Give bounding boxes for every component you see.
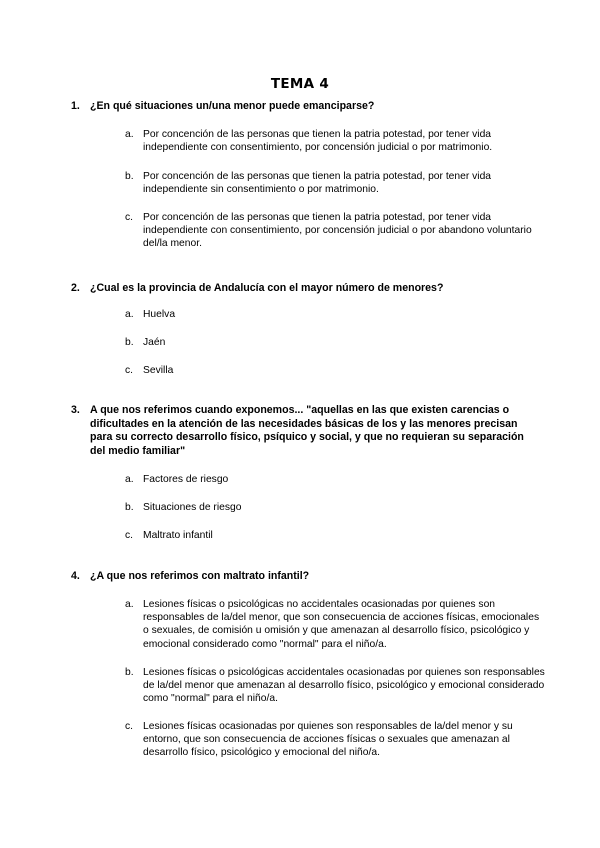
option-letter: c. [125,365,134,376]
question-1 [71,100,541,114]
option-letter: b. [125,171,134,182]
option-letter: c. [125,530,134,541]
option-letter: b. [125,337,134,348]
question-4-option-a [125,598,545,651]
question-text: ¿Cual es la provincia de Andalucía con el mayor número de menores? [90,282,444,294]
option-text: Maltrato infantil [143,530,213,541]
option-text: Situaciones de riesgo [143,502,242,513]
option-letter: a. [125,599,134,610]
option-text: Por concención de las personas que tienen la patria potestad, por tener vida independiente con consentimiento, por concensión judicial o por abandono voluntario del/la menor. [143,212,532,250]
question-2 [71,282,541,296]
question-number: 3. [71,404,80,416]
question-3-option-c [125,529,545,542]
question-3-option-a [125,473,545,486]
question-number: 4. [71,570,80,582]
question-1-option-b [125,170,545,196]
question-text: A que nos referimos cuando exponemos... "aquellas en las que existen carencias o dificultades en la atención de las necesidades básicas de los y las menores precisan para su correcto desarrollo físico, psíquico y social, y que no requieran su separación del medio familiar" [90,404,524,457]
question-text: ¿A que nos referimos con maltrato infantil? [90,570,310,582]
option-letter: b. [125,502,134,513]
question-4-option-c [125,720,545,760]
page-title: TEMA 4 [270,76,330,92]
option-text: Jaén [143,337,166,348]
option-letter: c. [125,212,134,223]
option-text: Huelva [143,309,176,320]
option-text: Lesiones físicas o psicológicas accidentales ocasionadas por quienes son responsables de la/del menor que amenazan al desarrollo físico, psicológico y emocional considerado como "normal" para el niño/a. [143,667,545,705]
option-text: Por concención de las personas que tienen la patria potestad, por tener vida independiente sin consentimiento o por matrimonio. [143,171,492,196]
question-2-option-c [125,364,545,377]
option-text: Por concención de las personas que tienen la patria potestad, por tener vida independiente con consentimiento, por concensión judicial o por matrimonio. [143,129,493,154]
question-1-option-c [125,211,545,251]
question-2-option-a [125,308,545,321]
option-letter: c. [125,721,134,732]
question-3-option-b [125,501,545,514]
option-text: Lesiones físicas ocasionadas por quienes son responsables de la/del menor y su entorno, que son consecuencia de acciones físicas o sexuales que amenazan al desarrollo físico, psicológico y emocional del niño/a. [143,721,513,759]
option-letter: a. [125,309,134,320]
option-letter: a. [125,474,134,485]
option-letter: a. [125,129,134,140]
question-3 [71,404,541,458]
question-number: 1. [71,100,80,112]
question-4-option-b [125,666,545,706]
question-number: 2. [71,282,80,294]
option-text: Lesiones físicas o psicológicas no accidentales ocasionadas por quienes son responsables de la/del menor, que son consecuencia de acciones físicas, emocionales o sexuales, de comisión u omisión y que amenazan al desarrollo físico, psicológico y emocional considerado como "normal" para el niño/a. [143,599,540,650]
option-text: Factores de riesgo [143,474,229,485]
question-4 [71,570,541,584]
question-2-option-b [125,336,545,349]
option-letter: b. [125,667,134,678]
question-text: ¿En qué situaciones un/una menor puede emanciparse? [90,100,375,112]
option-text: Sevilla [143,365,174,376]
question-1-option-a [125,128,545,154]
